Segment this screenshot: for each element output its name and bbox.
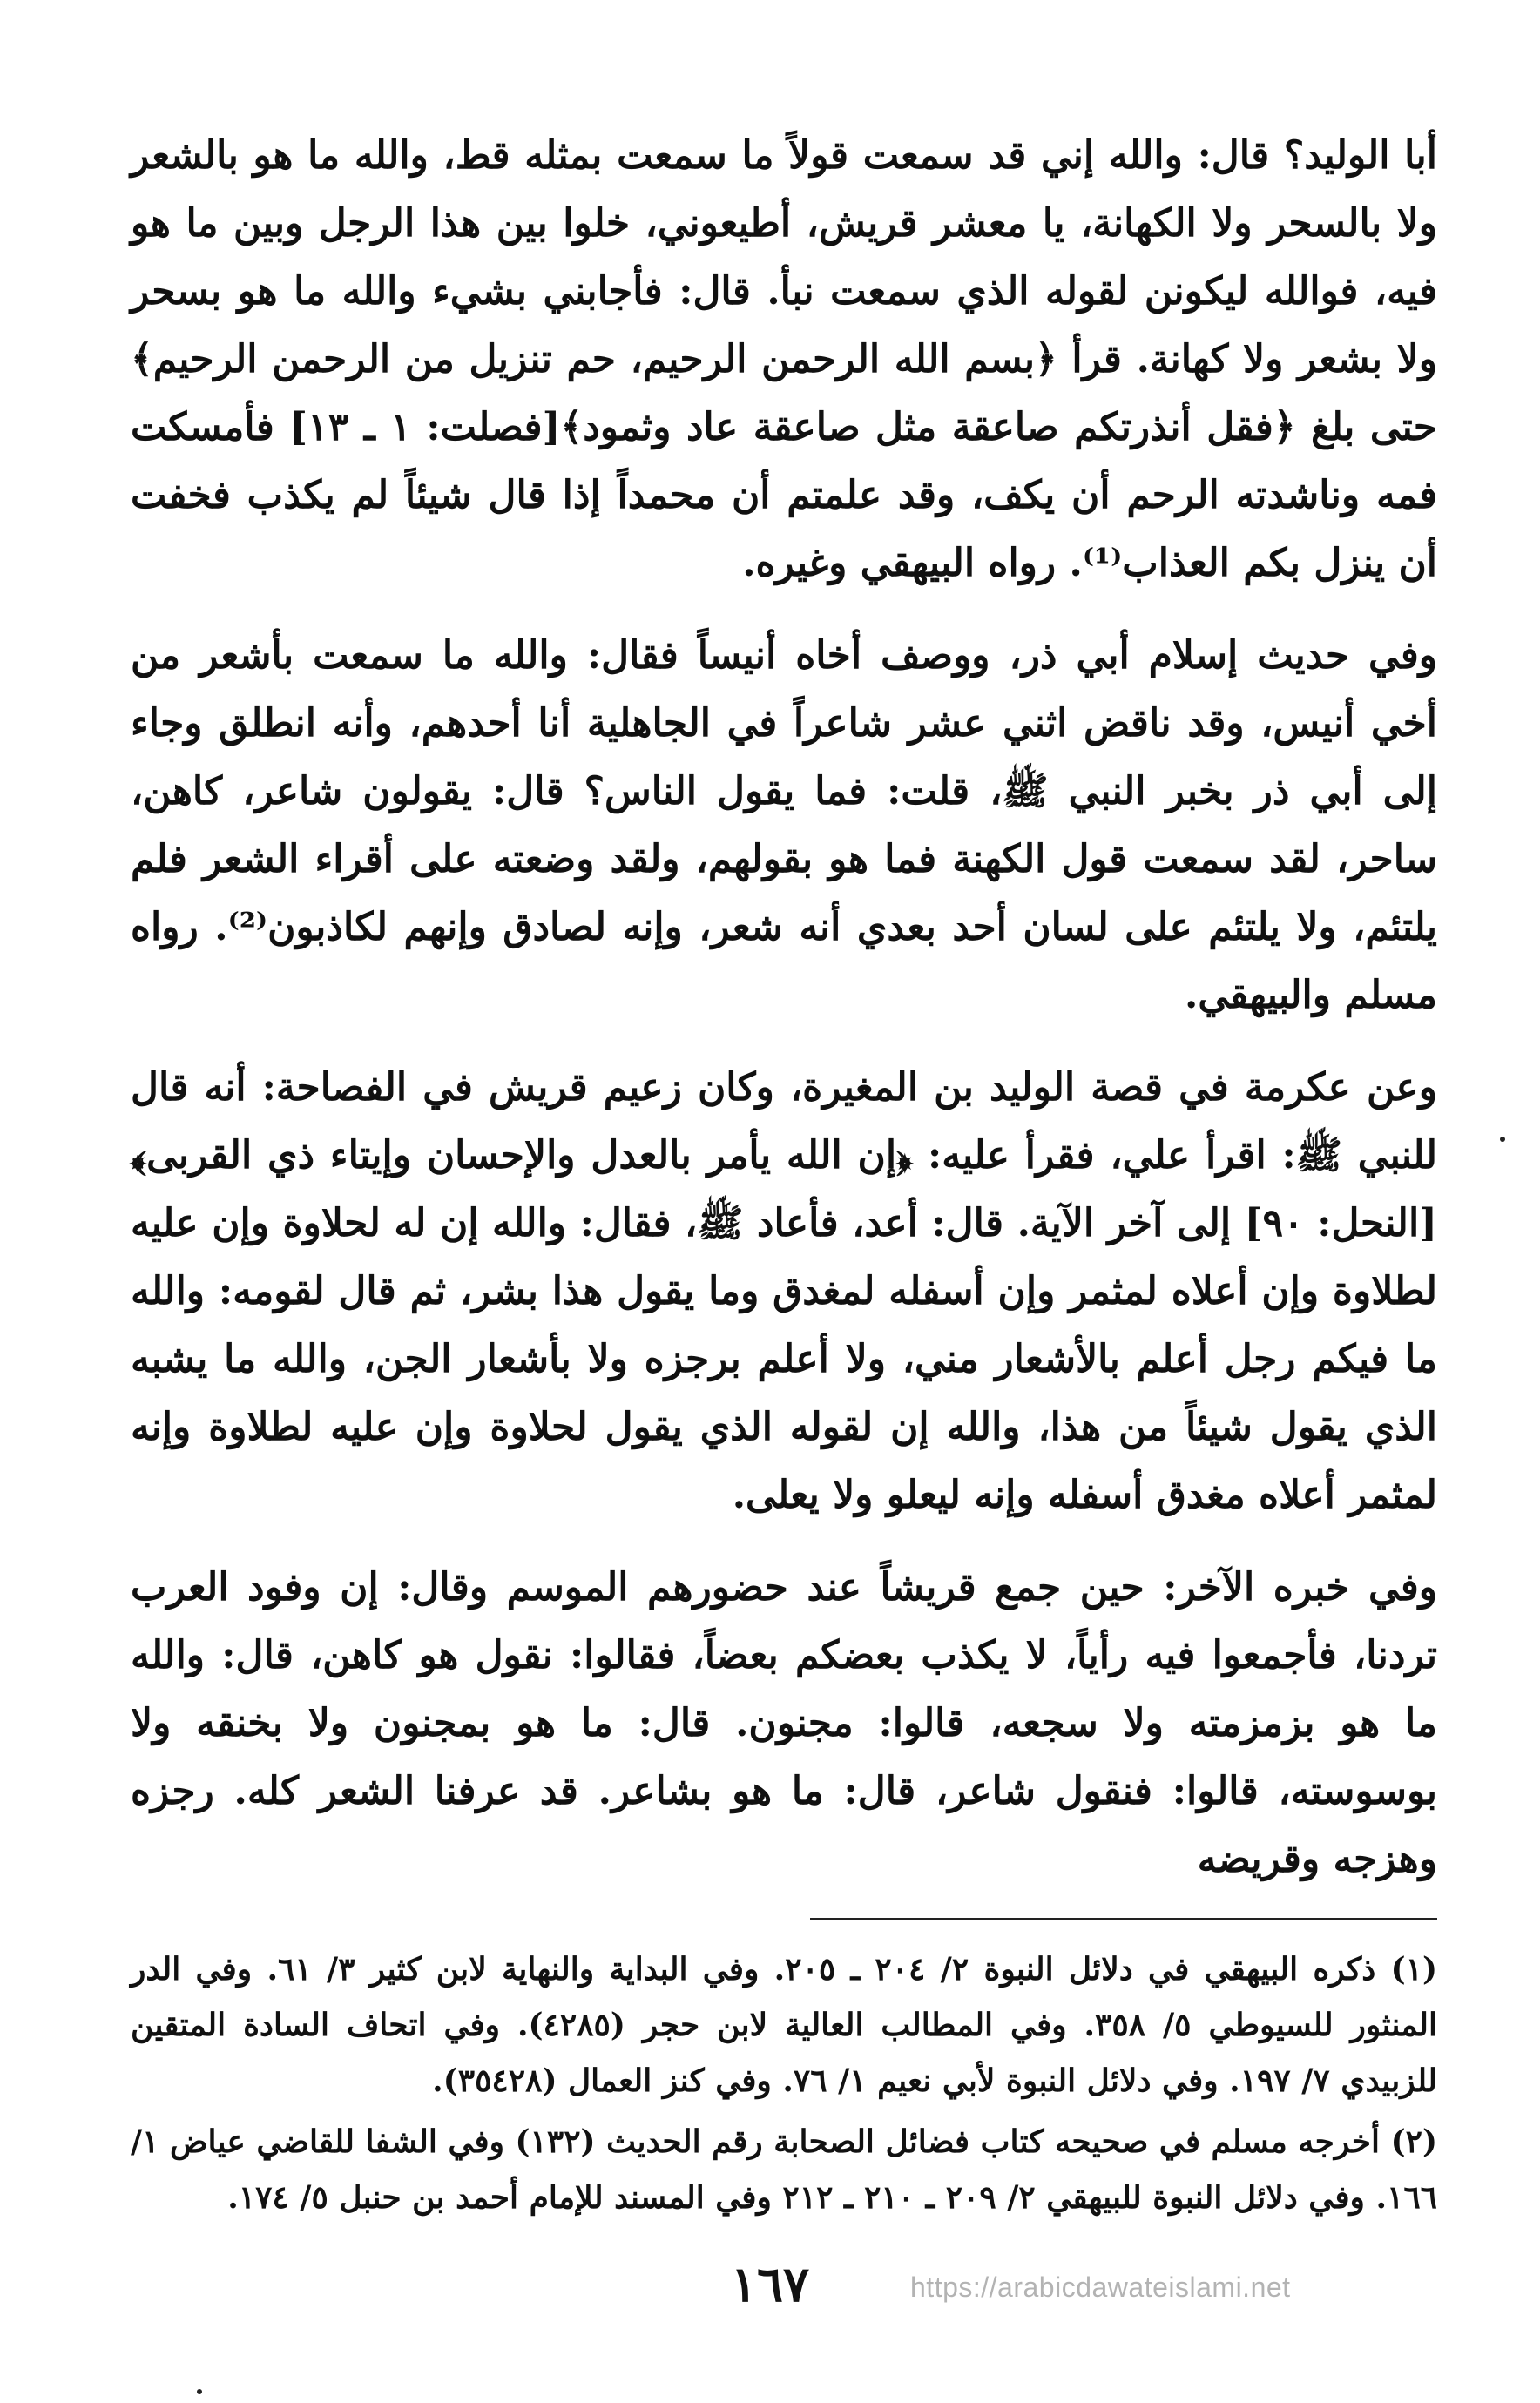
scan-speck (197, 2389, 202, 2394)
paragraph-1: أبا الوليد؟ قال: والله إني قد سمعت قولاً ما سمعت بمثله قط، والله ما هو بالشعر ولا بالسحر ولا الكهانة، يا معشر قريش، أطيعوني، خلوا بين هذا الرجل وبين ما هو فيه، فوالله ليكونن لقوله الذي سمعت نبأ. قال: فأجابني بشيء والله ما هو بسحر ولا بشعر ولا كهانة. قرأ ﴿بسم الله الرحمن الرحيم، حم تنزيل من الرحمن الرحيم﴾ حتى بلغ ﴿فقل أنذرتكم صاعقة مثل صاعقة عاد وثمود﴾[فصلت: ١ ـ ١٣] فأمسكت فمه وناشدته الرحم أن يكف، وقد علمتم أن محمداً إذا قال شيئاً لم يكذب فخفت أن ينزل بكم العذاب⁽¹⁾. رواه البيهقي وغيره. (131, 133, 1437, 585)
main-text (131, 122, 1437, 1893)
watermark-url: https://arabicdawateislami.net (910, 2271, 1291, 2303)
footnote-2: (٢) أخرجه مسلم في صحيحه كتاب فضائل الصحابة رقم الحديث (١٣٢) وفي الشفا للقاضي عياض ١/ ١٦٦. وفي دلائل النبوة للبيهقي ٢/ ٢٠٩ ـ ٢١٠ ـ ٢١٢ وفي المسند للإمام أحمد بن حنبل ٥/ ١٧٤. (130, 2123, 1437, 2216)
paragraph-3: وعن عكرمة في قصة الوليد بن المغيرة، وكان زعيم قريش في الفصاحة: أنه قال للنبي ﷺ: اقرأ علي، فقرأ عليه: ﴿إن الله يأمر بالعدل والإحسان وإيتاء ذي القربى﴾ [النحل: ٩٠] إلى آخر الآية. قال: أعد، فأعاد ﷺ، فقال: والله إن له لحلاوة وإن عليه لطلاوة وإن أعلاه لمثمر وإن أسفله لمغدق وما يقول هذا بشر، ثم قال لقومه: والله ما فيكم رجل أعلم بالأشعار مني، ولا أعلم برجزه ولا بأشعار الجن، والله ما يشبه الذي يقول شيئاً من هذا، والله إن لقوله الذي يقول لحلاوة وإن عليه لطلاوة وإنه لمثمر أعلاه مغدق أسفله وإنه ليعلو ولا يعلى. (131, 1065, 1437, 1517)
footnote-divider (810, 1918, 1437, 1920)
book-page (131, 122, 1437, 2317)
footnote-1: (١) ذكره البيهقي في دلائل النبوة ٢/ ٢٠٤ ـ ٢٠٥. وفي البداية والنهاية لابن كثير ٣/ ٦١. وفي الدر المنثور للسيوطي ٥/ ٣٥٨. وفي المطالب العالية لابن حجر (٤٢٨٥). وفي اتحاف السادة المتقين للزبيدي ٧/ ١٩٧. وفي دلائل النبوة لأبي نعيم ١/ ٧٦. وفي كنز العمال (٣٥٤٢٨). (131, 1951, 1437, 2099)
scan-speck (1500, 1137, 1505, 1142)
paragraph-2: وفي حديث إسلام أبي ذر، ووصف أخاه أنيساً فقال: والله ما سمعت بأشعر من أخي أنيس، وقد ناقض اثني عشر شاعراً في الجاهلية أنا أحدهم، وأنه انطلق وجاء إلى أبي ذر بخبر النبي ﷺ، قلت: فما يقول الناس؟ قال: يقولون شاعر، كاهن، ساحر، لقد سمعت قول الكهنة فما هو بقولهم، ولقد وضعته على أقراء الشعر فلم يلتئم، ولا يلتئم على لسان أحد بعدي أنه شعر، وإنه لصادق وإنهم لكاذبون⁽²⁾. رواه مسلم والبيهقي. (131, 633, 1438, 1017)
footnotes (131, 1941, 1437, 2225)
paragraph-4: وفي خبره الآخر: حين جمع قريشاً عند حضورهم الموسم وقال: إن وفود العرب تردنا، فأجمعوا فيه رأياً، لا يكذب بعضكم بعضاً، فقالوا: نقول هو كاهن، قال: والله ما هو بزمزمته ولا سجعه، قالوا: مجنون. قال: ما هو بمجنون ولا بخنقه ولا بوسوسته، قالوا: فنقول شاعر، قال: ما هو بشاعر. قد عرفنا الشعر كله. رجزه وهزجه وقريضه (131, 1565, 1437, 1881)
page-number: ١٦٧ (730, 2256, 810, 2313)
